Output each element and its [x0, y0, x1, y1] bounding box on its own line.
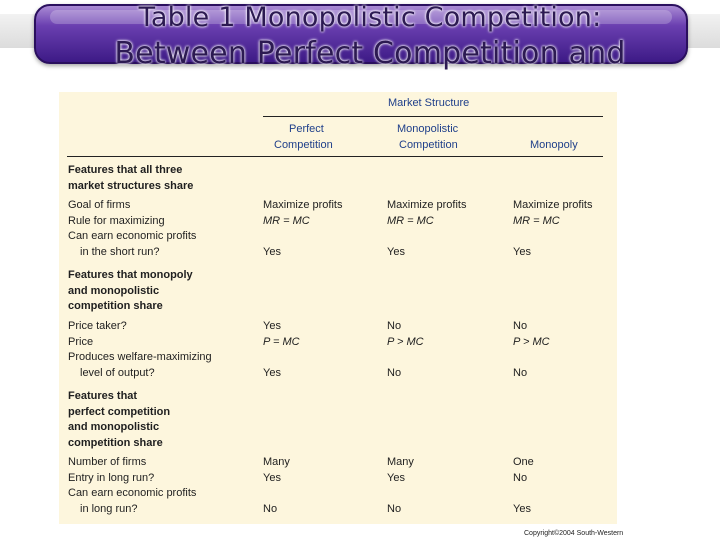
cell-number-firms-m: One [513, 456, 534, 468]
cell-price-taker-pc: Yes [263, 320, 281, 332]
title-line-2: Between Perfect Competition and [114, 36, 626, 71]
section1-heading-1: Features that all three [68, 164, 183, 176]
section2-heading-3: competition share [68, 300, 163, 312]
title-line-1: Table 1 Monopolistic Competition: [138, 2, 602, 33]
copyright-notice: Copyright©2004 South-Western [524, 530, 624, 537]
section1-heading-2: market structures share [68, 179, 194, 192]
header-rule [263, 116, 603, 117]
row-label-entry: Entry in long run? [68, 471, 155, 484]
cell-goal-m: Maximize profits [513, 199, 593, 211]
cell-price-taker-mc: No [387, 320, 402, 332]
row-label-sr-profits: Can earn economic profits [68, 230, 197, 242]
cell-price-mc: P > MC [387, 335, 424, 348]
cell-welfare-m: No [513, 366, 528, 379]
cell-lr-profits-mc: No [387, 502, 402, 515]
cell-goal-pc: Maximize profits [263, 199, 343, 211]
section3-heading-3: and monopolistic [68, 421, 160, 433]
cell-welfare-mc: No [387, 366, 402, 379]
row-label-price: Price [68, 335, 94, 348]
row-label-goal: Goal of firms [68, 199, 131, 211]
cell-rule-mc: MR = MC [387, 214, 434, 227]
col-monopolistic-competition-2: Competition [399, 138, 458, 151]
section2-heading-1: Features that monopoly [68, 269, 193, 281]
comparison-table [59, 92, 617, 524]
cell-lr-profits-m: Yes [513, 502, 531, 515]
cell-sr-profits-mc: Yes [387, 245, 405, 258]
cell-sr-profits-pc: Yes [263, 245, 281, 258]
cell-rule-pc: MR = MC [263, 214, 310, 227]
row-label-lr-profits-2: in long run? [80, 502, 138, 515]
cell-sr-profits-m: Yes [513, 245, 531, 258]
row-label-welfare-2: level of output? [80, 366, 155, 379]
cell-price-pc: P = MC [263, 335, 300, 348]
col-monopoly: Monopoly [530, 139, 578, 151]
section3-heading-4: competition share [68, 436, 163, 449]
col-perfect-competition-1: Perfect [289, 123, 324, 135]
col-perfect-competition-2: Competition [274, 138, 333, 151]
section2-heading-2: and monopolistic [68, 284, 160, 297]
row-label-lr-profits: Can earn economic profits [68, 487, 197, 499]
cell-rule-m: MR = MC [513, 214, 560, 227]
cell-price-m: P > MC [513, 335, 550, 348]
cell-welfare-pc: Yes [263, 366, 281, 379]
column-header-rule [67, 156, 603, 157]
row-label-price-taker: Price taker? [68, 320, 127, 332]
market-structure-header: Market Structure [388, 97, 470, 109]
row-label-sr-profits-2: in the short run? [80, 245, 160, 258]
section3-heading-1: Features that [68, 390, 138, 402]
row-label-welfare: Produces welfare-maximizing [68, 351, 212, 363]
cell-number-firms-mc: Many [387, 456, 414, 468]
cell-price-taker-m: No [513, 320, 528, 332]
cell-lr-profits-pc: No [263, 502, 278, 515]
cell-entry-mc: Yes [387, 471, 405, 484]
col-monopolistic-competition-1: Monopolistic [397, 123, 459, 135]
row-label-number-firms: Number of firms [68, 456, 147, 468]
cell-number-firms-pc: Many [263, 456, 290, 468]
cell-entry-pc: Yes [263, 471, 281, 484]
row-label-rule: Rule for maximizing [68, 214, 165, 227]
section3-heading-2: perfect competition [68, 405, 171, 418]
cell-goal-mc: Maximize profits [387, 199, 467, 211]
cell-entry-m: No [513, 471, 528, 484]
slide-title [60, 0, 680, 72]
